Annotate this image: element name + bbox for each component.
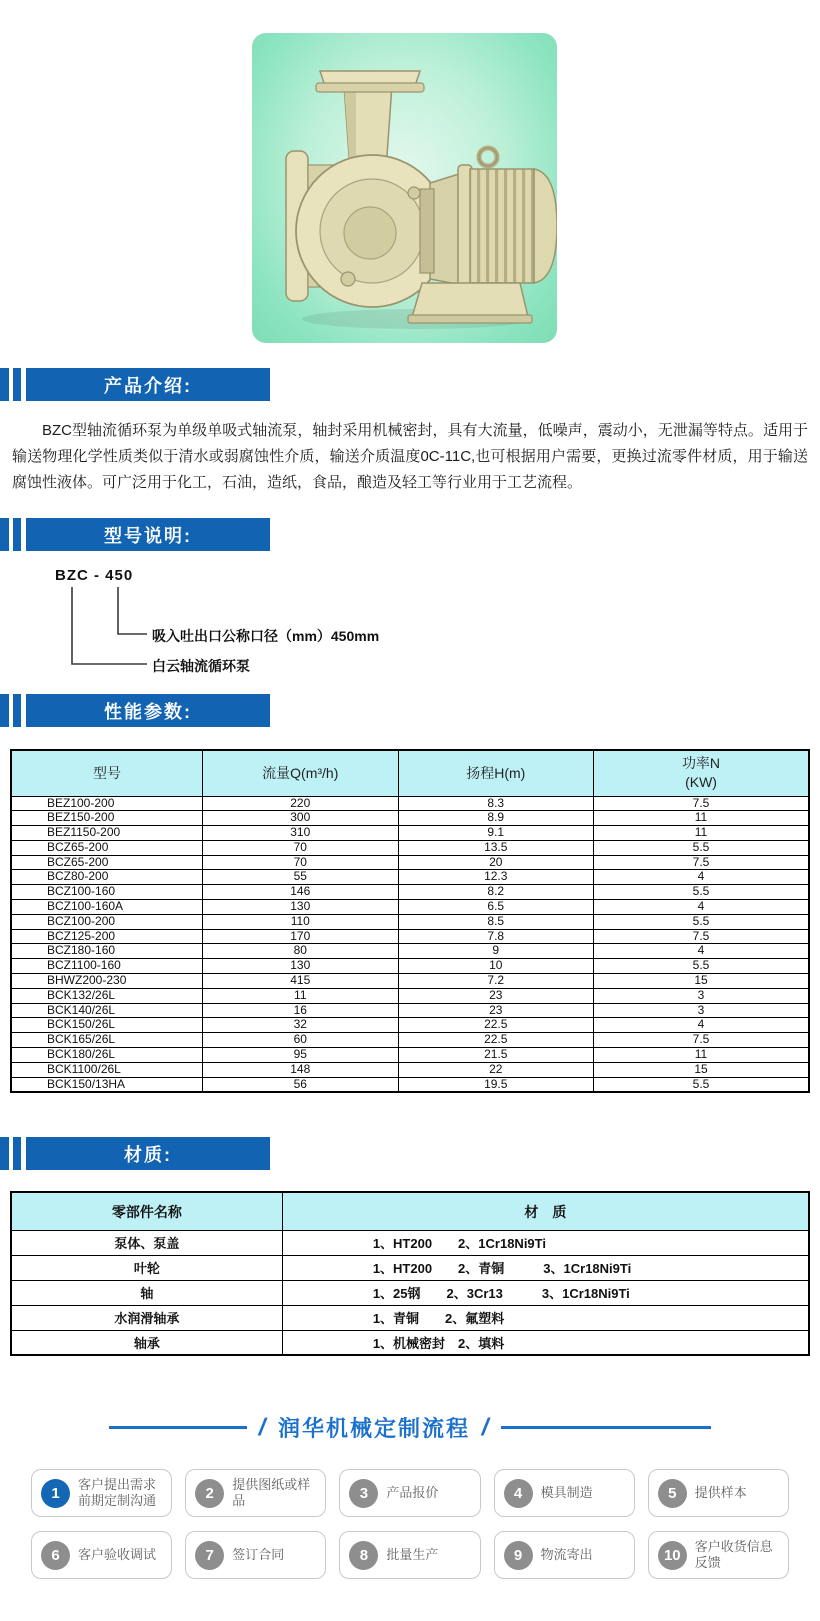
table-cell: 7.5: [594, 1033, 809, 1048]
table-cell: 7.5: [594, 855, 809, 870]
table-cell: 轴承: [11, 1330, 282, 1355]
section-title-intro: 产品介绍:: [26, 368, 270, 401]
col-header-material: 材 质: [282, 1192, 809, 1230]
table-cell: BCZ180-160: [11, 944, 203, 959]
table-row: [11, 988, 809, 1003]
table-cell: BCK165/26L: [11, 1033, 203, 1048]
col-header-model: 型号: [11, 750, 203, 796]
col-header-flow: 流量Q(m³/h): [203, 750, 399, 796]
table-cell: 310: [203, 826, 399, 841]
table-cell: 13.5: [398, 840, 594, 855]
table-cell: 12.3: [398, 870, 594, 885]
table-cell: BCK1100/26L: [11, 1062, 203, 1077]
step-number-badge: 6: [41, 1541, 70, 1570]
table-cell: BCZ100-200: [11, 914, 203, 929]
model-code: BZC - 450: [55, 567, 134, 584]
section-header-materials: [0, 1137, 820, 1170]
step-label: 提供样本: [694, 1484, 747, 1500]
step-number-badge: 4: [504, 1479, 533, 1508]
product-image: [252, 33, 557, 343]
table-cell: 1、青铜 2、氟塑料: [282, 1305, 809, 1330]
table-row: [11, 1280, 809, 1305]
table-cell: 4: [594, 1018, 809, 1033]
table-cell: 7.8: [398, 929, 594, 944]
process-step-5: [648, 1469, 789, 1517]
step-number-badge: 8: [349, 1541, 378, 1570]
table-cell: 5.5: [594, 959, 809, 974]
table-row: [11, 1330, 809, 1355]
table-cell: BCK150/13HA: [11, 1077, 203, 1092]
table-cell: BCK180/26L: [11, 1048, 203, 1063]
step-label: 物流寄出: [540, 1546, 593, 1562]
table-cell: 19.5: [398, 1077, 594, 1092]
step-label: 客户验收调试: [78, 1546, 157, 1562]
table-cell: BCK150/26L: [11, 1018, 203, 1033]
slash-decoration: /: [479, 1413, 492, 1441]
process-step-2: [185, 1469, 326, 1517]
slash-decoration: /: [256, 1413, 269, 1441]
step-number-badge: 1: [41, 1479, 70, 1508]
table-cell: BCZ65-200: [11, 855, 203, 870]
process-title: 润华机械定制流程: [277, 1416, 470, 1442]
table-row: [11, 1018, 809, 1033]
col-header-power-line2: (KW): [685, 774, 717, 791]
table-cell: 9.1: [398, 826, 594, 841]
table-cell: 148: [203, 1062, 399, 1077]
step-number-badge: 5: [658, 1479, 687, 1508]
table-cell: 4: [594, 944, 809, 959]
table-row: [11, 944, 809, 959]
table-cell: 32: [203, 1018, 399, 1033]
table-cell: 6.5: [398, 900, 594, 915]
table-cell: 22: [398, 1062, 594, 1077]
table-row: [11, 826, 809, 841]
table-row: [11, 914, 809, 929]
process-step-3: [339, 1469, 480, 1517]
table-cell: 5.5: [594, 914, 809, 929]
col-header-power-line1: 功率N: [681, 755, 721, 772]
step-label: 签订合同: [232, 1546, 285, 1562]
table-cell: 11: [203, 988, 399, 1003]
table-cell: BCZ80-200: [11, 870, 203, 885]
table-cell: BHWZ200-230: [11, 974, 203, 989]
table-cell: 70: [203, 855, 399, 870]
step-number-badge: 2: [195, 1479, 224, 1508]
table-cell: 21.5: [398, 1048, 594, 1063]
step-label: 批量生产: [386, 1546, 439, 1562]
table-header-row: [11, 750, 809, 796]
step-number-badge: 10: [658, 1541, 687, 1570]
table-cell: 3: [594, 1003, 809, 1018]
table-cell: 8.9: [398, 811, 594, 826]
table-cell: 5.5: [594, 885, 809, 900]
table-cell: 1、机械密封 2、填料: [282, 1330, 809, 1355]
decorative-line-left: [109, 1426, 247, 1429]
process-step-1: [31, 1469, 172, 1517]
table-cell: 7.5: [594, 929, 809, 944]
table-cell: 1、HT200 2、青铜 3、1Cr18Ni9Ti: [282, 1255, 809, 1280]
table-cell: BCZ100-160A: [11, 900, 203, 915]
table-row: [11, 855, 809, 870]
table-row: [11, 929, 809, 944]
table-row: [11, 796, 809, 811]
table-row: [11, 959, 809, 974]
table-row: [11, 1305, 809, 1330]
table-cell: BCZ125-200: [11, 929, 203, 944]
section-header-intro: [0, 368, 820, 401]
table-cell: BEZ100-200: [11, 796, 203, 811]
table-cell: 11: [594, 1048, 809, 1063]
col-header-part-name: 零部件名称: [11, 1192, 282, 1230]
section-title-model: 型号说明:: [26, 518, 270, 551]
process-step-9: [494, 1531, 635, 1579]
table-cell: 10: [398, 959, 594, 974]
header-accent-bar: [13, 518, 21, 551]
process-title-row: [0, 1412, 820, 1443]
table-row: [11, 885, 809, 900]
table-cell: 20: [398, 855, 594, 870]
table-row: [11, 900, 809, 915]
table-cell: 22.5: [398, 1033, 594, 1048]
process-step-4: [494, 1469, 635, 1517]
table-cell: 3: [594, 988, 809, 1003]
performance-table: [10, 749, 810, 1093]
step-label: 模具制造: [540, 1484, 593, 1500]
table-cell: 7.5: [594, 796, 809, 811]
table-cell: 5.5: [594, 840, 809, 855]
step-label: 产品报价: [386, 1484, 439, 1500]
table-row: [11, 1003, 809, 1018]
materials-table-wrap: [10, 1191, 810, 1356]
header-accent-bar: [13, 1137, 21, 1170]
section-header-model: [0, 518, 820, 551]
table-cell: 15: [594, 974, 809, 989]
table-cell: 146: [203, 885, 399, 900]
performance-table-wrap: [10, 749, 810, 1093]
step-label: 客户提出需求前期定制沟通: [78, 1476, 157, 1509]
pump-illustration: [252, 33, 557, 343]
intro-paragraph: BZC型轴流循环泵为单级单吸式轴流泵，轴封采用机械密封，具有大流量，低噪声，震动小，无泄漏等特点。适用于输送物理化学性质类似于清水或弱腐蚀性介质，输送介质温度0C-11C,也可根据用户需要，更换过流零件材质，用于输送腐蚀性液体。可广泛用于化工，石油，造纸，食品，酿造及轻工等行业用于工艺流程。: [12, 422, 808, 491]
table-cell: BEZ1150-200: [11, 826, 203, 841]
materials-table: [10, 1191, 810, 1356]
table-cell: 95: [203, 1048, 399, 1063]
header-accent-bar: [13, 368, 21, 401]
decorative-line-right: [501, 1426, 711, 1429]
section-header-params: [0, 694, 820, 727]
table-cell: 110: [203, 914, 399, 929]
table-row: [11, 1230, 809, 1255]
table-cell: 11: [594, 826, 809, 841]
table-cell: 80: [203, 944, 399, 959]
table-cell: 5.5: [594, 1077, 809, 1092]
step-number-badge: 3: [349, 1479, 378, 1508]
table-cell: 8.2: [398, 885, 594, 900]
table-cell: 130: [203, 900, 399, 915]
table-row: [11, 974, 809, 989]
table-cell: 1、HT200 2、1Cr18Ni9Ti: [282, 1230, 809, 1255]
table-cell: 220: [203, 796, 399, 811]
section-title-materials: 材质:: [26, 1137, 270, 1170]
model-label-port-size: 吸入吐出口公称口径（mm）450mm: [152, 628, 380, 644]
table-cell: 轴: [11, 1280, 282, 1305]
col-header-power: [594, 750, 809, 796]
header-accent-bar: [0, 694, 9, 727]
table-cell: 叶轮: [11, 1255, 282, 1280]
table-cell: 1、25钢 2、3Cr13 3、1Cr18Ni9Ti: [282, 1280, 809, 1305]
table-cell: 7.2: [398, 974, 594, 989]
table-cell: 23: [398, 988, 594, 1003]
col-header-head: 扬程H(m): [398, 750, 594, 796]
table-cell: 水润滑轴承: [11, 1305, 282, 1330]
table-row: [11, 840, 809, 855]
table-cell: 415: [203, 974, 399, 989]
table-cell: 23: [398, 1003, 594, 1018]
header-accent-bar: [0, 368, 9, 401]
table-cell: BCZ1100-160: [11, 959, 203, 974]
table-row: [11, 1033, 809, 1048]
process-step-10: [648, 1531, 789, 1579]
table-row: [11, 1077, 809, 1092]
table-cell: BCK132/26L: [11, 988, 203, 1003]
step-number-badge: 7: [195, 1541, 224, 1570]
table-row: [11, 1048, 809, 1063]
table-cell: 170: [203, 929, 399, 944]
table-cell: 60: [203, 1033, 399, 1048]
table-cell: 16: [203, 1003, 399, 1018]
table-cell: 70: [203, 840, 399, 855]
model-code-diagram: [0, 553, 820, 691]
header-accent-bar: [0, 1137, 9, 1170]
step-label: 提供图纸或样品: [232, 1476, 311, 1509]
model-label-pump-type: 白云轴流循环泵: [152, 658, 250, 674]
header-accent-bar: [0, 518, 9, 551]
table-cell: 22.5: [398, 1018, 594, 1033]
table-header-row: [11, 1192, 809, 1230]
section-title-params: 性能参数:: [26, 694, 270, 727]
table-cell: BCZ100-160: [11, 885, 203, 900]
table-row: [11, 1062, 809, 1077]
table-cell: BCZ65-200: [11, 840, 203, 855]
table-cell: 11: [594, 811, 809, 826]
process-step-7: [185, 1531, 326, 1579]
table-row: [11, 811, 809, 826]
step-number-badge: 9: [504, 1541, 533, 1570]
step-label: 客户收货信息反馈: [694, 1538, 773, 1571]
table-cell: BEZ150-200: [11, 811, 203, 826]
process-steps-grid: [31, 1469, 789, 1579]
table-cell: 4: [594, 870, 809, 885]
process-step-6: [31, 1531, 172, 1579]
table-cell: 130: [203, 959, 399, 974]
table-cell: 300: [203, 811, 399, 826]
table-cell: 55: [203, 870, 399, 885]
table-cell: BCK140/26L: [11, 1003, 203, 1018]
table-cell: 4: [594, 900, 809, 915]
table-cell: 8.5: [398, 914, 594, 929]
header-accent-bar: [13, 694, 21, 727]
table-cell: 泵体、泵盖: [11, 1230, 282, 1255]
process-step-8: [339, 1531, 480, 1579]
table-cell: 8.3: [398, 796, 594, 811]
table-row: [11, 870, 809, 885]
table-cell: 15: [594, 1062, 809, 1077]
table-row: [11, 1255, 809, 1280]
table-cell: 9: [398, 944, 594, 959]
table-cell: 56: [203, 1077, 399, 1092]
